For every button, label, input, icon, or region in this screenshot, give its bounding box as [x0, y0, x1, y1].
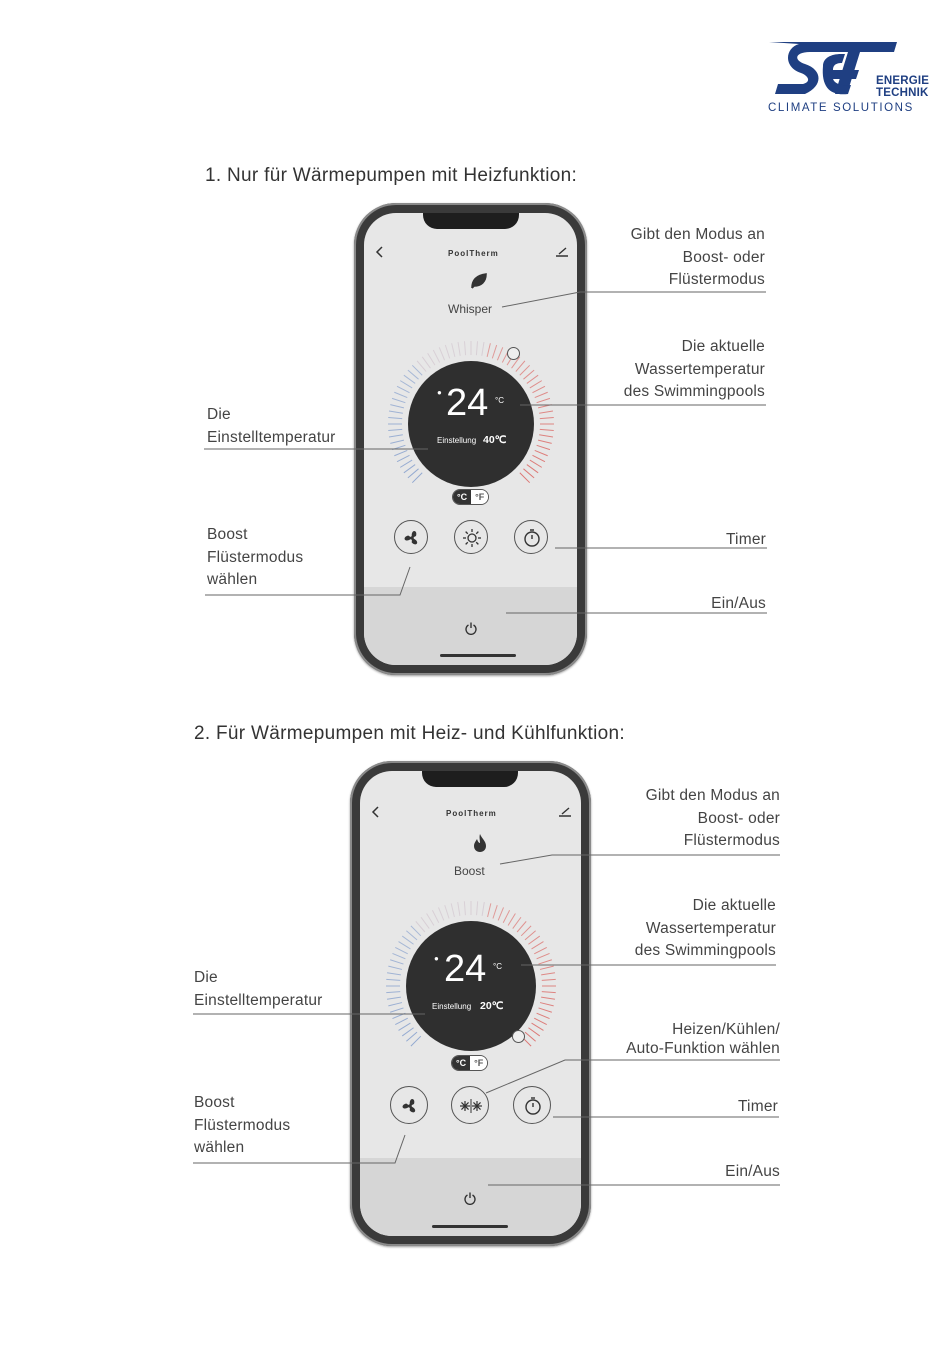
home-indicator	[440, 654, 516, 657]
celsius-option[interactable]: °C	[453, 490, 471, 504]
unit-toggle[interactable]	[451, 1055, 488, 1071]
home-indicator	[432, 1225, 508, 1228]
setting-value: 20℃	[480, 1000, 504, 1012]
section1-heading: 1. Nur für Wärmepumpen mit Heizfunktion:	[205, 165, 578, 186]
logo-text: ENERGIE TECHNIK	[876, 75, 930, 99]
temperature-unit: °C	[495, 396, 504, 405]
leaf-icon	[469, 271, 489, 291]
fan-icon	[395, 521, 429, 555]
app-screen	[360, 771, 581, 1236]
heat-cool-icon	[452, 1087, 490, 1125]
celsius-option[interactable]: °C	[452, 1056, 470, 1070]
back-chevron-icon[interactable]	[374, 245, 386, 259]
section2-heading: 2. Für Wärmepumpen mit Heiz- und Kühlfunktion:	[194, 723, 625, 744]
timer-icon	[515, 521, 549, 555]
label-timer-1: Timer	[725, 531, 766, 548]
heat-mode-button[interactable]	[454, 520, 488, 554]
power-icon[interactable]	[463, 1191, 477, 1205]
timer-button[interactable]	[513, 1086, 551, 1124]
label-heat-cool-2: Heizen/Kühlen/ Auto-Funktion wählen	[626, 1021, 780, 1057]
temperature-unit: °C	[493, 962, 502, 971]
fahrenheit-option[interactable]: °F	[470, 1056, 487, 1070]
setting-label: Einstellung	[432, 1002, 472, 1011]
label-boost-1: Boost Flüstermodus wählen	[207, 526, 304, 588]
phone-mockup-1	[354, 203, 587, 675]
label-mode-2: Gibt den Modus an Boost- oder Flüstermodus	[645, 787, 780, 849]
mode-label: Whisper	[448, 302, 493, 316]
dial-handle[interactable]	[507, 347, 520, 360]
heating-indicator-icon: ●	[437, 388, 442, 397]
phone-notch	[423, 213, 519, 229]
edit-icon[interactable]	[557, 806, 573, 818]
label-water-temp-2: Die aktuelle Wassertemperatur des Swimmingpools	[634, 897, 776, 959]
current-temperature: 24	[444, 948, 487, 990]
label-boost-2: Boost Flüstermodus wählen	[194, 1094, 291, 1156]
boost-whisper-button[interactable]	[394, 520, 428, 554]
timer-icon	[514, 1087, 552, 1125]
fahrenheit-option[interactable]: °F	[471, 490, 488, 504]
power-icon[interactable]	[464, 621, 478, 635]
dial-handle[interactable]	[512, 1030, 525, 1043]
label-power-1: Ein/Aus	[711, 595, 766, 612]
label-set-temp-1: Die Einstelltemperatur	[207, 406, 336, 446]
app-title: PoolTherm	[446, 809, 497, 818]
phone-notch	[422, 771, 518, 787]
label-water-temp-1: Die aktuelle Wassertemperatur des Swimmingpools	[623, 338, 765, 400]
temperature-dial[interactable]	[386, 339, 556, 509]
heating-indicator-icon: ●	[434, 954, 439, 963]
app-title: PoolTherm	[448, 249, 499, 258]
heat-cool-mode-button[interactable]	[451, 1086, 489, 1124]
company-logo	[765, 36, 930, 121]
label-timer-2: Timer	[737, 1098, 778, 1115]
timer-button[interactable]	[514, 520, 548, 554]
label-power-2: Ein/Aus	[725, 1163, 780, 1180]
unit-toggle[interactable]	[452, 489, 489, 505]
label-mode-1: Gibt den Modus an Boost- oder Flüstermodus	[630, 226, 765, 288]
app-screen	[364, 213, 577, 665]
mode-label: Boost	[454, 864, 485, 878]
current-temperature: 24	[446, 382, 489, 424]
flame-icon	[471, 832, 489, 854]
setting-label: Einstellung	[437, 436, 477, 445]
boost-whisper-button[interactable]	[390, 1086, 428, 1124]
label-set-temp-2: Die Einstelltemperatur	[194, 969, 323, 1009]
back-chevron-icon[interactable]	[370, 805, 382, 819]
phone-mockup-2	[350, 761, 591, 1246]
fan-icon	[391, 1087, 429, 1125]
sun-icon	[455, 521, 489, 555]
setting-value: 40℃	[483, 434, 507, 446]
logo-tagline: CLIMATE SOLUTIONS	[768, 102, 914, 114]
